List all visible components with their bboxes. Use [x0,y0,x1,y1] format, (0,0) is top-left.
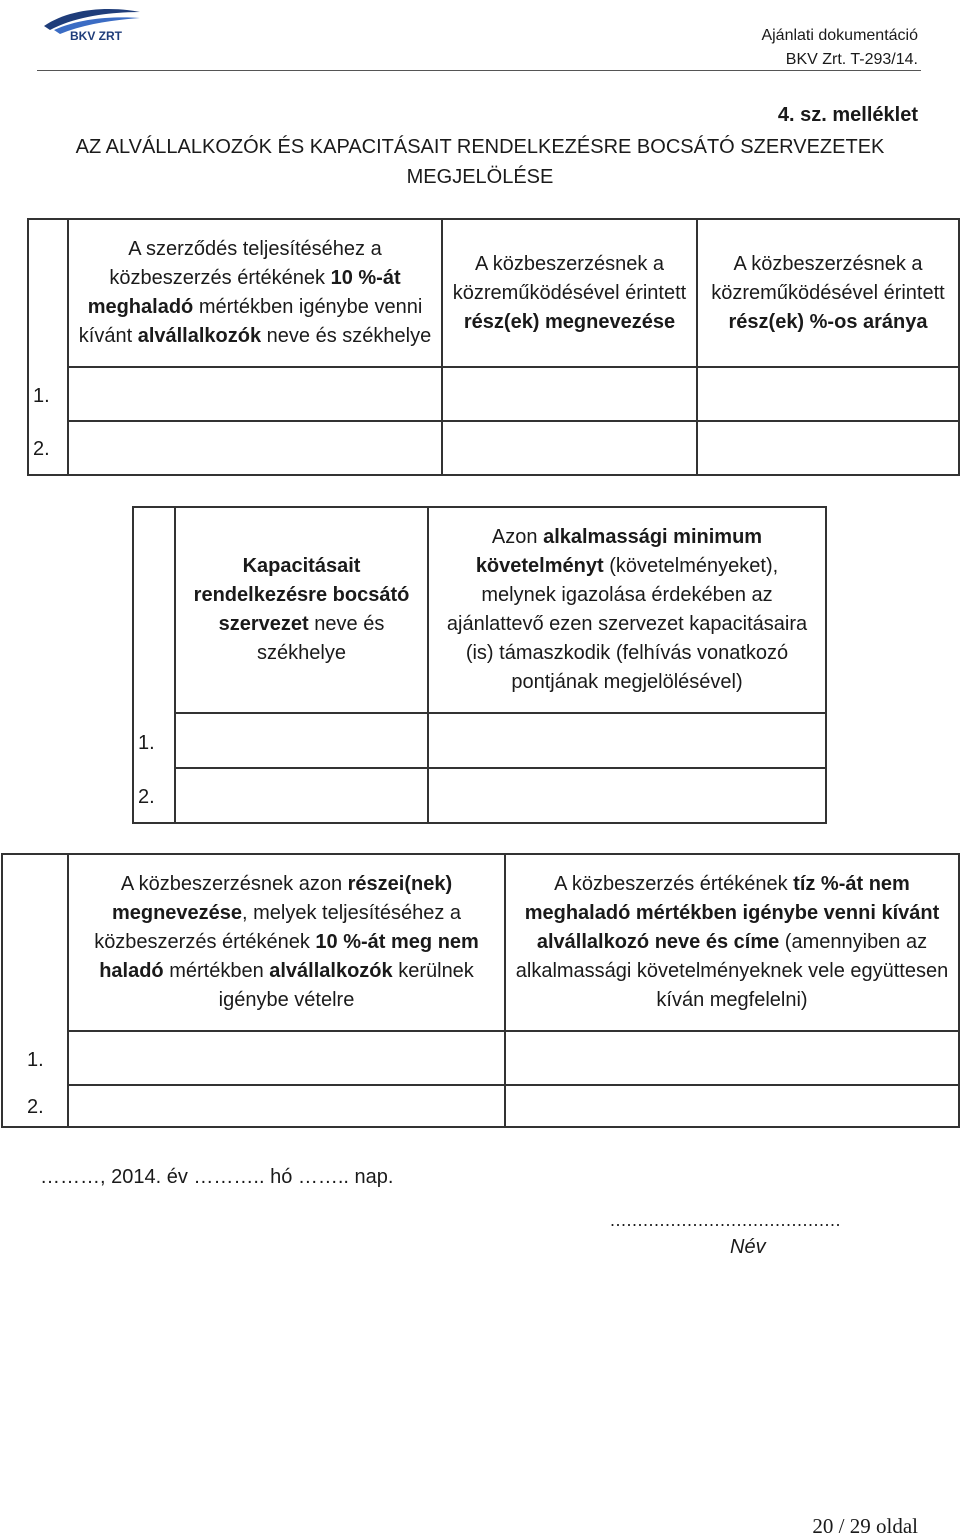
part-name-header: A közbeszerzésnek a közreműködésével érintett rész(ek) megnevezése [442,219,697,367]
table-cell[interactable] [68,1085,505,1127]
table-row [2,1031,959,1085]
part-percentage-header: A közbeszerzésnek a közreműködésével érintett rész(ek) %-os aránya [697,219,959,367]
row-number-header [133,507,175,713]
table-cell[interactable] [428,768,826,823]
row-number: 2. [133,768,175,823]
logo-text: BKV ZRT [70,29,122,42]
table-cell[interactable] [505,1085,959,1127]
table-cell[interactable] [442,421,697,475]
row-number-header [28,219,68,367]
title-line-2: MEGJELÖLÉSE [406,166,554,188]
signature-label: Név [730,1236,766,1258]
signature-line: .......................................... [610,1210,842,1230]
row-number: 1. [133,713,175,768]
date-line: ………, 2014. év ……….. hó …….. nap. [40,1166,394,1188]
page-title [40,132,920,192]
table-cell[interactable] [428,713,826,768]
table-row [133,768,826,823]
page-number: 20 / 29 oldal [812,1514,918,1538]
row-number-header [2,854,68,1031]
table-cell[interactable] [697,367,959,421]
requirement-header: Azon alkalmassági minimum követelményt (követelményeket), melynek igazolása érdekében az ajánlattevő ezen szervezet kapacitásaira (is) támaszkodik (felhívás vonatkozó pontjának megjelölésével) [428,507,826,713]
table-cell[interactable] [68,1031,505,1085]
header-divider [37,70,921,71]
parts-name-header: A közbeszerzésnek azon részei(nek) megnevezése, melyek teljesítéséhez a közbeszerzés értékének 10 %-át meg nem haladó mértékben alvállalkozók kerülnek igénybe vételre [68,854,505,1031]
minor-subcontractors-table [1,853,960,1128]
table-cell[interactable] [68,421,442,475]
organisation-name-header: Kapacitásait rendelkezésre bocsátó szervezet neve és székhelye [175,507,428,713]
bkv-logo-icon [40,4,144,42]
annex-label: 4. sz. melléklet [777,104,918,126]
row-number: 2. [28,421,68,475]
table-cell[interactable] [442,367,697,421]
capacity-organisations-table [132,506,827,824]
table-cell[interactable] [68,367,442,421]
doc-reference: BKV Zrt. T-293/14. [785,51,918,68]
subcontractors-table [27,218,960,476]
table-cell[interactable] [697,421,959,475]
table-row [2,1085,959,1127]
header-document-info [761,24,918,72]
row-number: 1. [28,367,68,421]
subcontractor-address-header: A közbeszerzés értékének tíz %-át nem meghaladó mértékben igénybe venni kívánt alvállalkozó neve és címe (amennyiben az alkalmassági követelményeknek vele együttesen kíván megfelelni) [505,854,959,1031]
row-number: 1. [2,1031,68,1085]
table-row [28,421,959,475]
table-cell[interactable] [175,713,428,768]
doc-title: Ajánlati dokumentáció [761,27,918,44]
table-cell[interactable] [175,768,428,823]
subcontractor-name-header: A szerződés teljesítéséhez a közbeszerzés értékének 10 %-át meghaladó mértékben igénybe venni kívánt alvállalkozók neve és székhelye [68,219,442,367]
title-line-1: AZ ALVÁLLALKOZÓK ÉS KAPACITÁSAIT RENDELKEZÉSRE BOCSÁTÓ SZERVEZETEK [75,136,885,158]
table-row [133,713,826,768]
table-row [28,367,959,421]
row-number: 2. [2,1085,68,1127]
table-cell[interactable] [505,1031,959,1085]
